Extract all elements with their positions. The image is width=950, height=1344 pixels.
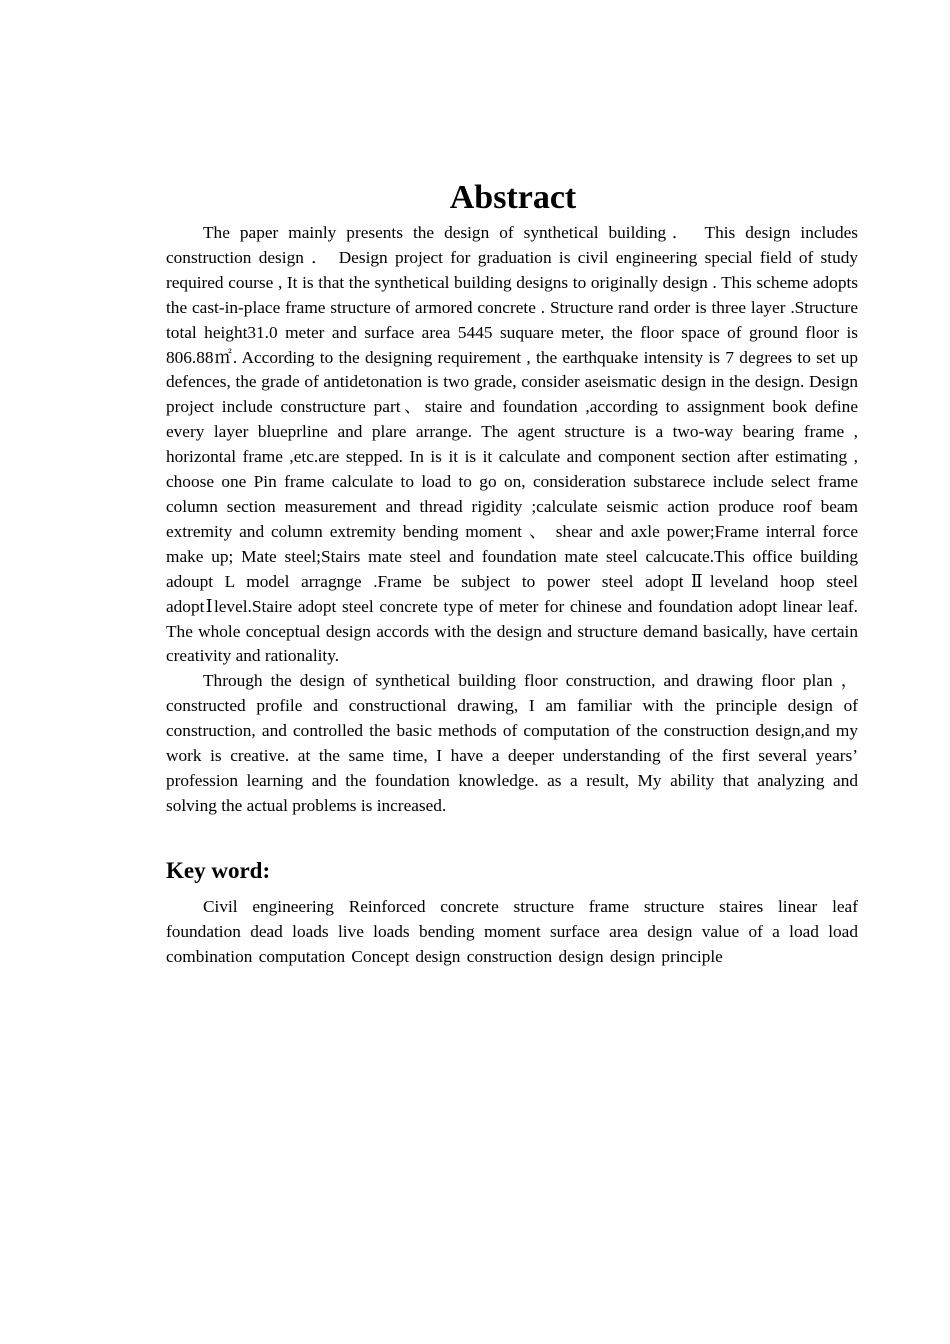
document-page bbox=[166, 178, 858, 969]
abstract-paragraph-2: Through the design of synthetical building floor construction, and drawing floor plan ，constructed profile and constructional drawing, I am familiar with the principle design of construction, and controlled the basic methods of computation of the construction design,and my work is creative. at the same time, I have a deeper understanding of the first several years’ profession learning and the foundation knowledge. as a result, My ability that analyzing and solving the actual problems is increased. bbox=[166, 671, 858, 815]
abstract-title: Abstract bbox=[449, 179, 577, 216]
keywords-text: Civil engineering Reinforced concrete structure frame structure staires linear leaf foundation dead loads live loads bending moment surface area design value of a load load combination computation Concept design construction design design principle bbox=[166, 896, 858, 966]
keywords-heading: Key word: bbox=[166, 857, 271, 883]
abstract-paragraph-1: The paper mainly presents the design of synthetical building． This design includes construction design ． Design project for graduation is civil engineering special field of study required course , It is that the synthetical building designs to originally design . This scheme adopts the cast-in-place frame structure of armored concrete . Structure rand order is three layer .Structure total height31.0 meter and surface area 5445 suquare meter, the floor space of ground floor is 806.88㎡. According to the designing requirement , the earthquake intensity is 7 degrees to set up defences, the grade of antidetonation is two grade, consider aseismatic design in the design. Design project include constructure part、staire and foundation ,according to assignment book define every layer blueprline and plare arrange. The agent structure is a two-way bearing frame , horizontal frame ,etc.are stepped. In is it is it calculate and component section after estimating , choose one Pin frame calculate to load to go on, consideration substarece include select frame column section measurement and thread rigidity ;calculate seismic action produce roof beam extremity and column extremity bending moment 、 shear and axle power;Frame interral force make up; Mate steel;Stairs mate steel and foundation mate steel calcucate.This office building adoupt L model arragnge .Frame be subject to power steel adoptⅡleveland hoop steel adoptⅠlevel.Staire adopt steel concrete type of meter for chinese and foundation adopt linear leaf. The whole conceptual design accords with the design and structure demand basically, have certain creativity and rationality. bbox=[166, 223, 858, 666]
